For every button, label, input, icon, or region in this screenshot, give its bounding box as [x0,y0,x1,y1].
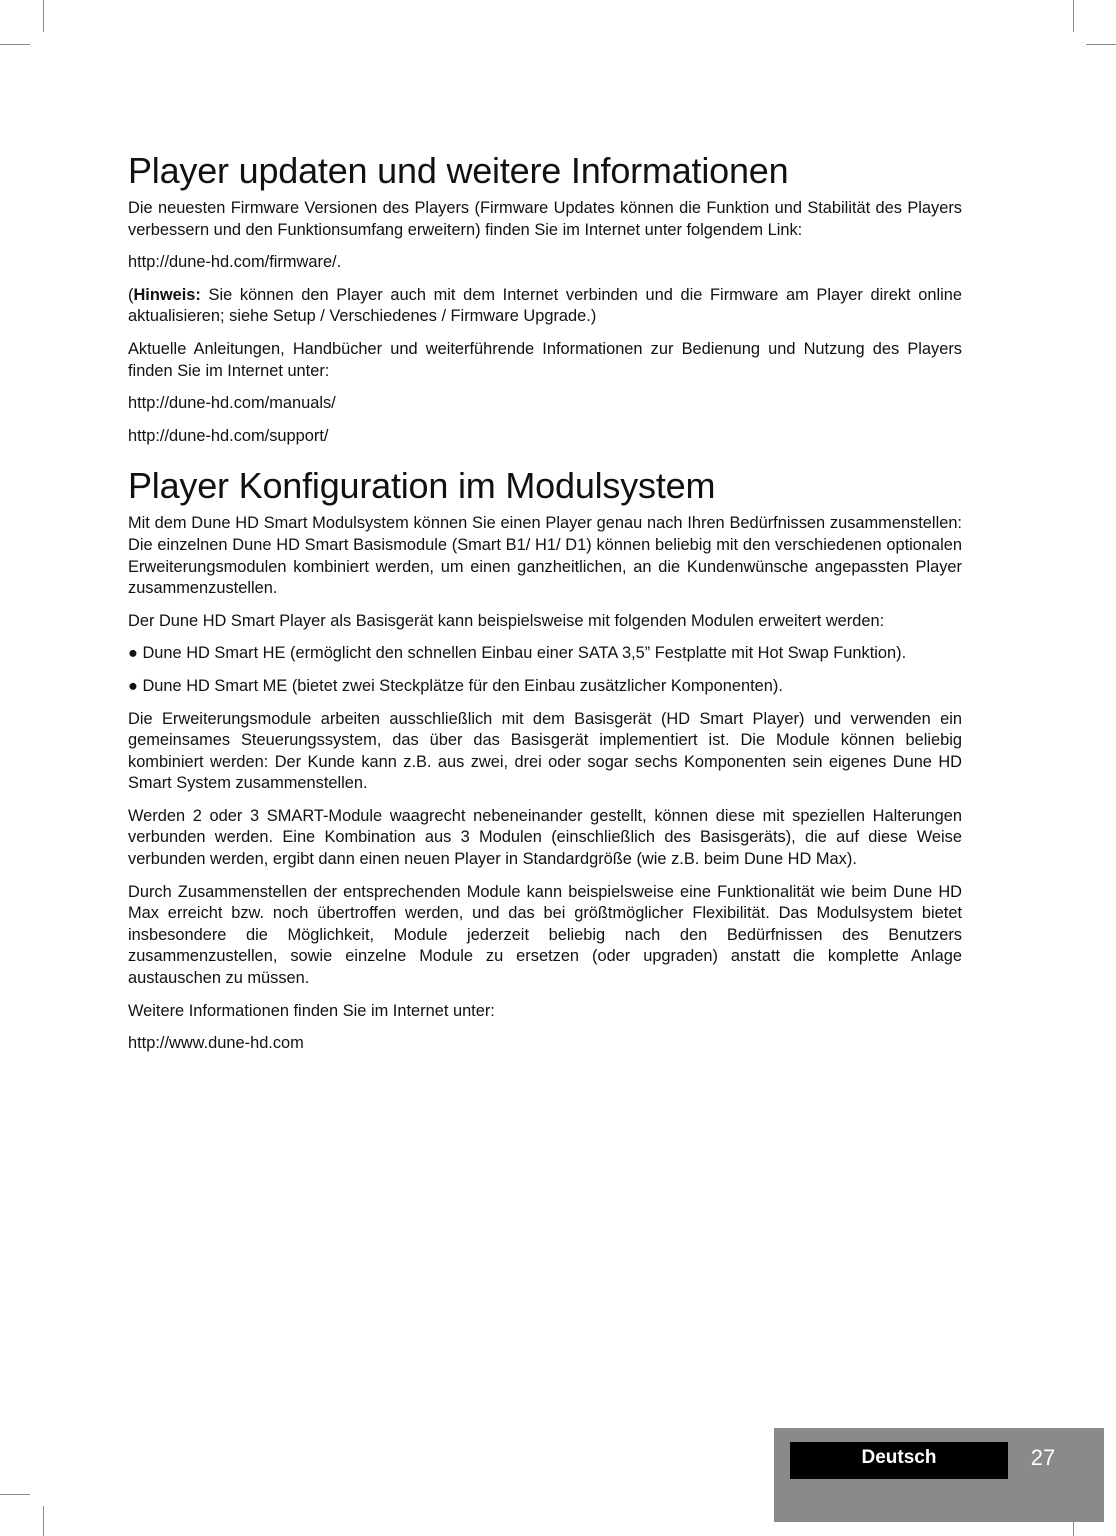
paragraph-extension-modules: Die Erweiterungsmodule arbeiten ausschließlich mit dem Basisgerät (HD Smart Player) und verwenden ein gemeinsames Steuerungssystem, das über das Basisgerät implementiert ist. Die Module können beliebig kombiniert werden: Der Kunde kann z.B. aus zwei, drei oder sogar sechs Komponenten sein eigenes Dune HD Smart System zusammenstellen. [128,709,962,793]
note-text: Sie können den Player auch mit dem Internet verbinden und die Firmware am Player direkt online aktualisieren; siehe Setup / Verschiedenes / Firmware Upgrade.) [128,285,962,326]
paragraph-more-info: Weitere Informationen finden Sie im Internet unter: [128,1001,495,1020]
section-title-modules: Player Konfiguration im Modulsystem [128,465,716,507]
note-label: Hinweis: [133,285,201,304]
paragraph-note [128,285,962,328]
crop-mark [43,1506,44,1536]
page-number: 27 [1030,1445,1056,1470]
crop-mark [0,1494,30,1495]
section-title-update: Player updaten und weitere Informationen [128,150,789,191]
paragraph-firmware-intro: Die neuesten Firmware Versionen des Players (Firmware Updates können die Funktion und Stabilität des Players verbessern und den Funktionsumfang erweitern) finden Sie im Internet unter folgendem Link: [128,199,962,239]
paragraph-combination: Werden 2 oder 3 SMART-Module waagrecht nebeneinander gestellt, können diese mit speziellen Halterungen verbunden werden. Eine Kombination aus 3 Modulen (einschließlich des Basisgeräts), die auf diese Weise verbunden werden, ergibt dann einen neuen Player in Standardgröße (wie z.B. beim Dune HD Max). [128,806,962,869]
paragraph-module-list-intro: Der Dune HD Smart Player als Basisgerät kann beispielsweise mit folgenden Modulen erweitert werden: [128,611,885,630]
language-label: Deutsch [790,1442,1008,1479]
crop-mark [43,0,44,32]
paragraph-module-intro: Mit dem Dune HD Smart Modulsystem können Sie einen Player genau nach Ihren Bedürfnissen zusammenstellen: Die einzelnen Dune HD Smart Basismodule (Smart B1/ H1/ D1) können beliebig mit den verschiedenen optionalen Erweiterungsmodulen kombiniert werden, um einen ganzheitlichen, an die Kundenwünsche angepassten Player zusammenzustellen. [128,514,962,598]
list-item: ● Dune HD Smart ME (bietet zwei Steckplätze für den Einbau zusätzlicher Komponenten). [128,676,783,695]
crop-mark [0,44,30,45]
crop-mark [1073,0,1074,32]
note-open-paren: ( [128,285,134,304]
link-firmware[interactable]: http://dune-hd.com/firmware/. [128,253,342,272]
link-manuals[interactable]: http://dune-hd.com/manuals/ [128,394,336,413]
crop-mark [1086,44,1116,45]
link-website[interactable]: http://www.dune-hd.com [128,1034,304,1053]
list-item: ● Dune HD Smart HE (ermöglicht den schnellen Einbau einer SATA 3,5” Festplatte mit Hot Swap Funktion). [128,644,907,663]
page-content [128,150,962,1066]
paragraph-manuals-intro: Aktuelle Anleitungen, Handbücher und weiterführende Informationen zur Bedienung und Nutzung des Players finden Sie im Internet unter: [128,339,962,380]
paragraph-flexibility: Durch Zusammenstellen der entsprechenden Module kann beispielsweise eine Funktionalität wie beim Dune HD Max erreicht bzw. noch übertroffen werden, und das bei größtmöglicher Flexibilität. Das Modulsystem bietet insbesondere die Möglichkeit, Module jederzeit beliebig nach den Bedürfnissen des Benutzers zusammenzustellen, sowie einzelne Module zu ersetzen (oder upgraden) anstatt die komplette Anlage austauschen zu müssen. [128,882,962,988]
link-support[interactable]: http://dune-hd.com/support/ [128,426,329,445]
